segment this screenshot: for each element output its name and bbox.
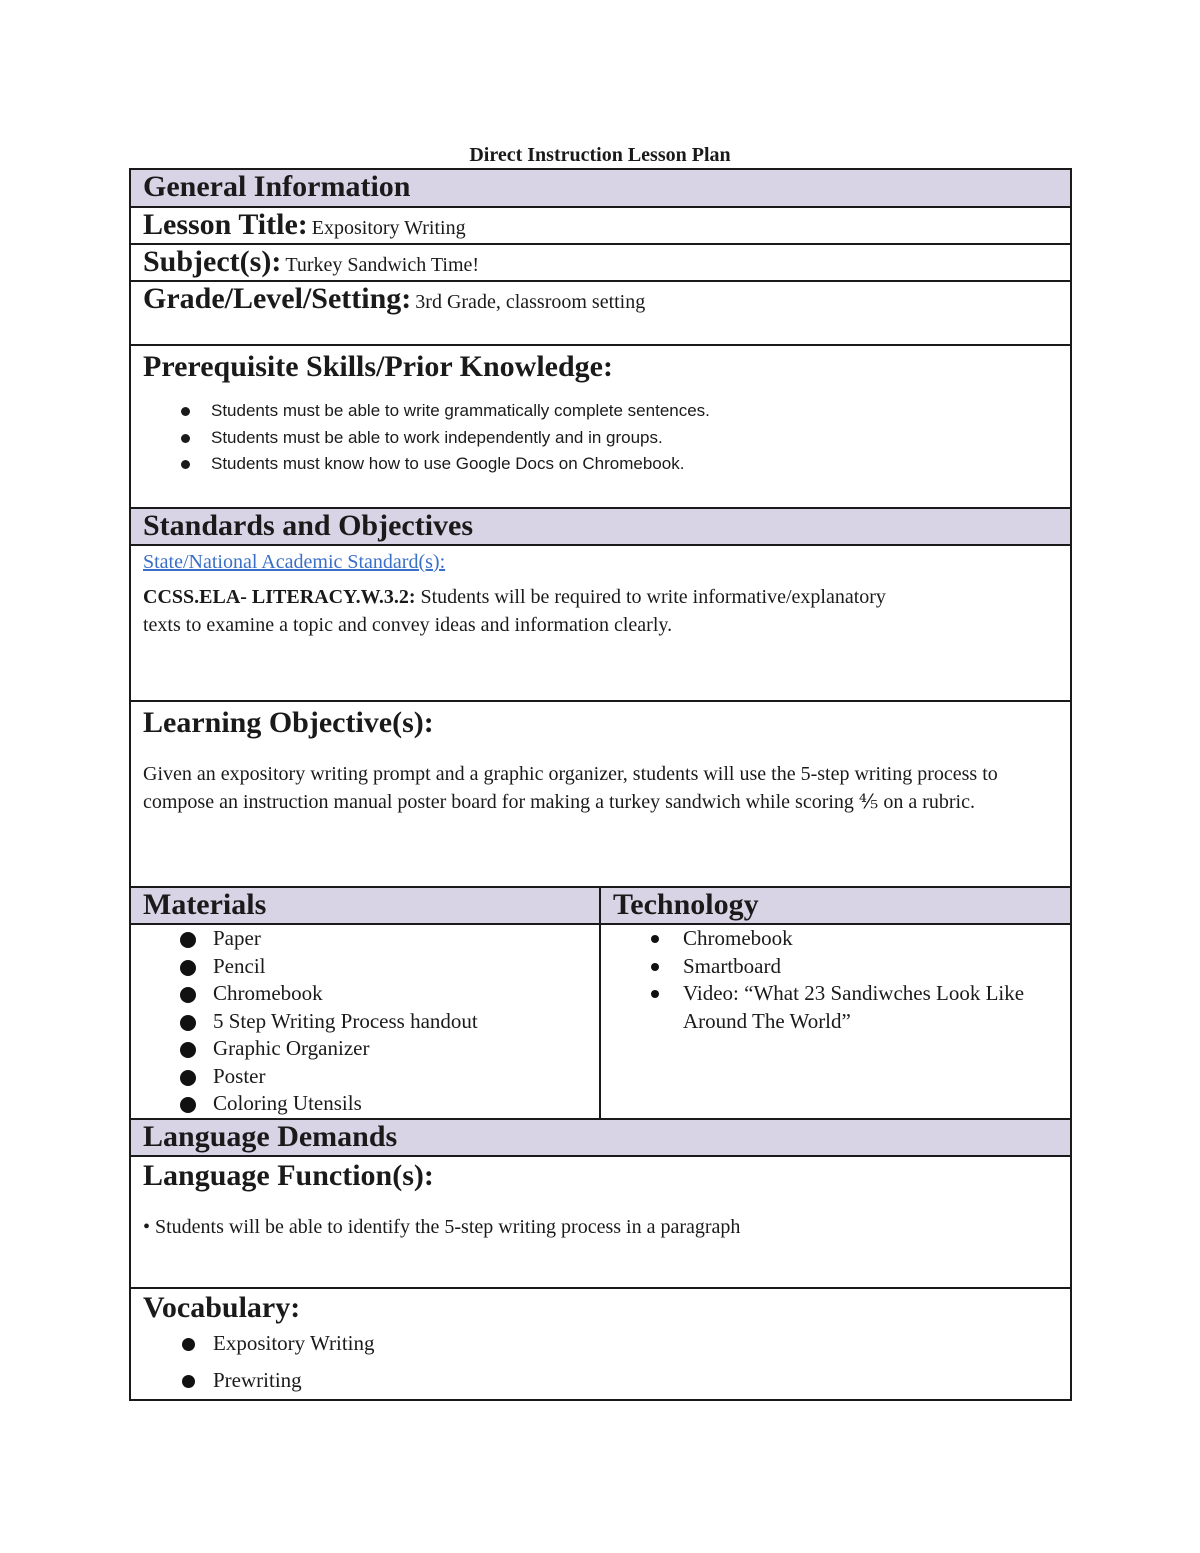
standard-code: CCSS.ELA- LITERACY.W.3.2: <box>143 586 416 608</box>
technology-header: Technology <box>613 888 759 921</box>
learning-objectives-row <box>130 701 1071 887</box>
list-item: 5 Step Writing Process handout <box>213 1008 587 1036</box>
list-item: Poster <box>213 1063 587 1091</box>
language-demands-header-row <box>130 1119 1071 1156</box>
list-item: Students must be able to write grammatically complete sentences. <box>211 398 1058 425</box>
general-information-header: General Information <box>143 170 411 203</box>
vocabulary-list <box>143 1325 1058 1399</box>
list-item: Pencil <box>213 953 587 981</box>
list-item: Coloring Utensils <box>213 1090 587 1118</box>
list-item: Prewriting <box>213 1362 1058 1399</box>
list-item: Chromebook <box>683 925 1028 953</box>
lesson-plan-table <box>129 168 1072 1401</box>
vocabulary-row <box>130 1288 1071 1400</box>
subject-label: Subject(s): <box>143 245 282 278</box>
standards-header: Standards and Objectives <box>143 509 474 542</box>
list-item: Chromebook <box>213 980 587 1008</box>
subject-value: Turkey Sandwich Time! <box>285 254 480 276</box>
materials-technology-header-row <box>130 887 1071 924</box>
learning-objectives-text: Given an expository writing prompt and a graphic organizer, students will use the 5-step writing process to compose an instruction manual poster board for making a turkey sandwich while scoring ⅘ on a rubric. <box>143 763 998 813</box>
prerequisites-list <box>143 398 1058 478</box>
subject-row <box>130 244 1071 281</box>
list-item: Smartboard <box>683 953 1028 981</box>
list-item: Graphic Organizer <box>213 1035 587 1063</box>
standard-description <box>143 583 1058 639</box>
learning-objectives-heading: Learning Objective(s): <box>143 706 434 739</box>
list-item: Expository Writing <box>213 1325 1058 1362</box>
lesson-title-row <box>130 207 1071 244</box>
language-function-item: • Students will be able to identify the 5-step writing process in a paragraph <box>143 1215 741 1238</box>
language-function-row <box>130 1156 1071 1288</box>
general-information-header-row <box>130 169 1071 207</box>
standards-header-row <box>130 508 1071 545</box>
list-item: Students must know how to use Google Docs on Chromebook. <box>211 451 1058 478</box>
document-title: Direct Instruction Lesson Plan <box>469 144 731 166</box>
standard-text-line2: texts to examine a topic and convey ideas and information clearly. <box>143 614 673 636</box>
lesson-title-label: Lesson Title: <box>143 208 308 241</box>
list-item: Students must be able to work independently and in groups. <box>211 425 1058 452</box>
materials-list <box>143 925 587 1118</box>
standards-link[interactable]: State/National Academic Standard(s): <box>143 551 446 573</box>
technology-list <box>613 925 1058 1035</box>
vocabulary-heading: Vocabulary: <box>143 1290 301 1324</box>
list-item: Video: “What 23 Sandiwches Look Like Around The World” <box>683 980 1028 1035</box>
standards-row <box>130 545 1071 701</box>
language-function-heading: Language Function(s): <box>143 1158 434 1192</box>
prerequisites-row <box>130 345 1071 508</box>
grade-value: 3rd Grade, classroom setting <box>415 291 646 313</box>
prerequisites-heading: Prerequisite Skills/Prior Knowledge: <box>143 350 613 383</box>
lesson-title-value: Expository Writing <box>311 217 466 239</box>
list-item: Paper <box>213 925 587 953</box>
language-demands-header: Language Demands <box>143 1119 398 1153</box>
materials-header: Materials <box>143 888 267 921</box>
standard-text-line1: Students will be required to write informative/explanatory <box>415 586 886 608</box>
materials-technology-row <box>130 924 1071 1119</box>
grade-label: Grade/Level/Setting: <box>143 282 412 315</box>
grade-row <box>130 281 1071 345</box>
